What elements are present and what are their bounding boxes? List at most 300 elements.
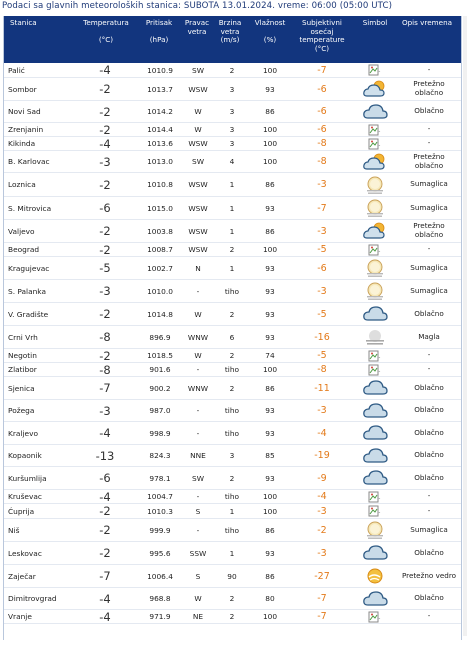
temperature-value: -8 [99,330,111,344]
temperature-value: -2 [99,307,111,321]
feels-like-value: -8 [317,364,327,375]
header-pressure-unit: (hPa) [149,35,169,45]
feels-like-value: -27 [314,570,330,582]
humidity-value: 93 [265,473,275,483]
wind-direction-value: WSW [188,226,208,236]
station-name: Kopaonik [8,451,42,460]
weather-description: Pretežno oblačno [413,221,445,239]
pressure-value: 896.9 [149,332,171,342]
humidity-value: 100 [262,139,278,148]
station-name: Zlatibor [8,365,37,374]
wind-speed-value: 1 [229,226,235,236]
humidity-value: 100 [262,125,278,134]
cloudy-icon [356,542,394,564]
wind-direction-value: WSW [188,180,208,189]
feels-like-value: -5 [317,350,327,361]
wind-speed-value: 3 [229,125,235,134]
humidity-value: 100 [262,65,278,75]
station-name: Valjevo [8,226,35,236]
cloudy-icon [356,467,394,489]
wind-direction-value: NNE [190,451,206,460]
weather-description: - [427,491,431,501]
wind-direction-value: WSW [188,203,208,213]
pressure-value: 1010.0 [147,286,173,296]
header-wind-speed [212,19,248,45]
feels-like-value: -3 [317,547,327,559]
broken-image-icon [356,137,394,150]
humidity-value: 100 [262,365,278,374]
table-row [4,220,461,243]
header-feels-like-label: Subjektivni osećaj temperature [299,18,345,45]
station-name: Niš [8,525,20,535]
wind-direction-value: S [195,506,201,516]
pressure-value: 987.0 [149,406,171,415]
wind-speed-value: 2 [229,612,235,621]
wind-direction-value: WSW [188,245,208,254]
page-title: Podaci sa glavnih meteoroloških stanica: SUBOTA 13.01.2024. vreme: 06:00 (05:00 UTC) [2,1,393,11]
wind-direction-value: W [194,309,202,319]
humidity-value: 85 [265,451,275,460]
temperature-value: -2 [99,122,111,137]
partly-cloudy-icon [356,151,394,172]
table-row [4,78,461,101]
pressure-value: 1013.0 [147,157,173,166]
pressure-value: 1010.3 [147,506,173,516]
wind-direction-value: W [194,594,202,603]
wind-speed-value: 2 [229,594,235,603]
feels-like-value: -9 [317,472,327,484]
cloudy-icon [356,303,394,325]
weather-description: - [427,350,431,360]
wind-speed-value: 3 [229,107,235,116]
header-feels-like [290,19,354,54]
pressure-value: 1002.7 [147,263,173,273]
wind-direction-value: WNW [187,332,209,342]
temperature-value: -2 [99,348,111,363]
weather-description: Oblačno [414,405,444,415]
table-row [4,542,461,565]
station-name: S. Palanka [8,286,46,296]
station-name: B. Karlovac [8,157,50,166]
pressure-value: 1013.6 [147,139,173,148]
pressure-value: 968.8 [149,594,171,603]
pressure-value: 1003.8 [147,226,173,236]
weather-description: Oblačno [414,593,444,603]
station-name: Ćuprija [8,506,35,516]
weather-description: Sumaglica [410,524,448,534]
feels-like-value: -4 [317,427,327,439]
pressure-value: 1010.9 [147,65,173,75]
header-pressure [135,19,183,45]
broken-image-icon [356,504,394,518]
wind-direction-value: SSW [189,548,207,558]
haze-icon [356,519,394,541]
svg-text:-: - [378,510,381,516]
wind-direction-value: - [196,525,200,535]
broken-image-icon [356,63,394,77]
header-temperature [80,19,132,45]
feels-like-value: -2 [317,524,327,536]
table-header [4,16,461,63]
header-temperature-unit: (°C) [98,35,114,45]
cloudy-icon [356,445,394,466]
wind-speed-value: 2 [229,309,235,319]
pressure-value: 995.6 [149,548,171,558]
header-station [10,19,70,28]
temperature-value: -4 [99,426,111,440]
table-row [4,123,461,137]
feels-like-value: -16 [314,331,330,343]
temperature-value: -6 [99,471,111,485]
station-name: Kruševac [8,492,42,501]
header-wind-direction-label: Pravac vetra [184,18,210,36]
temperature-value: -3 [99,403,111,418]
temperature-value: -2 [99,546,111,560]
station-name: Crni Vrh [8,332,38,342]
weather-description: Magla [418,331,440,341]
svg-text:-: - [378,142,381,149]
table-row [4,400,461,422]
broken-image-icon [356,123,394,136]
wind-speed-value: 2 [229,351,235,360]
feels-like-value: -6 [317,124,327,135]
table-row [4,565,461,588]
broken-image-icon [356,610,394,623]
humidity-value: 80 [265,594,275,603]
wind-speed-value: tiho [224,406,240,415]
humidity-value: 93 [265,263,275,273]
windy-sun-icon [356,565,394,587]
table-row [4,63,461,78]
temperature-value: -2 [99,523,111,537]
broken-image-icon [356,243,394,256]
feels-like-value: -3 [317,179,327,190]
weather-description: - [427,244,431,254]
station-name: Leskovac [8,548,42,558]
table-row [4,173,461,197]
pressure-value: 1014.4 [147,125,173,134]
header-description-label: Opis vremena [401,18,453,27]
station-name: Sjenica [8,383,35,393]
humidity-value: 93 [265,309,275,319]
table-row [4,422,461,445]
header-wind-speed-unit: (m/s) [220,35,240,45]
humidity-value: 93 [265,406,275,415]
temperature-value: -4 [99,489,111,504]
temperature-value: -4 [99,136,111,151]
feels-like-value: -7 [317,611,327,622]
temperature-value: -3 [99,154,111,169]
wind-speed-value: 1 [229,506,235,516]
pressure-value: 1004.7 [147,492,173,501]
feels-like-value: -6 [317,83,327,95]
wind-speed-value: 4 [229,157,235,166]
cloudy-icon [356,422,394,444]
table-row [4,326,461,349]
temperature-value: -13 [95,448,115,463]
pressure-value: 998.9 [149,428,171,438]
temperature-value: -2 [99,104,111,119]
humidity-value: 93 [265,203,275,213]
svg-text:-: - [378,69,381,75]
humidity-value: 100 [262,157,278,166]
cloudy-icon [356,101,394,122]
weather-description: Oblačno [414,382,444,392]
feels-like-value: -3 [317,405,327,416]
humidity-value: 93 [265,332,275,342]
svg-text:-: - [378,368,381,375]
table-row [4,280,461,303]
humidity-value: 100 [262,612,278,621]
wind-speed-value: 6 [229,332,235,342]
feels-like-value: -6 [317,262,327,274]
feels-like-value: -19 [314,450,330,461]
pressure-value: 1018.5 [147,351,173,360]
wind-direction-value: - [196,406,200,415]
header-station-label: Stanica [10,18,37,27]
temperature-value: -7 [99,381,111,395]
feels-like-value: -7 [317,593,327,604]
feels-like-value: -8 [317,156,327,167]
header-feels-like-unit: (°C) [314,44,330,54]
cloudy-icon [356,588,394,609]
station-name: Beograd [8,245,40,254]
temperature-value: -8 [99,362,111,377]
humidity-value: 86 [265,226,275,236]
wind-direction-value: - [196,492,200,501]
weather-description: - [427,364,431,374]
wind-direction-value: W [194,125,202,134]
haze-icon [356,173,394,196]
wind-direction-value: SW [192,65,204,75]
wind-speed-value: 3 [229,139,235,148]
broken-image-icon [356,490,394,503]
station-name: Požega [8,406,35,415]
weather-description: Pretežno oblačno [413,151,445,170]
weather-description: Sumaglica [410,202,448,212]
humidity-value: 93 [265,428,275,438]
pressure-value: 978.1 [149,473,171,483]
partly-cloudy-icon [356,78,394,100]
feels-like-value: -7 [317,64,327,76]
station-name: Loznica [8,180,36,189]
table-row [4,101,461,123]
fog-icon [356,326,394,348]
pressure-value: 1014.2 [147,107,173,116]
weather-description: - [427,64,431,74]
humidity-value: 86 [265,383,275,393]
humidity-value: 100 [262,245,278,254]
wind-direction-value: W [194,351,202,360]
humidity-value: 93 [265,84,275,94]
weather-description: - [427,505,431,515]
temperature-value: -2 [99,82,111,96]
wind-speed-value: tiho [224,286,240,296]
weather-description: Oblačno [414,472,444,482]
feels-like-value: -11 [314,382,330,394]
table-row [4,504,461,519]
station-name: Novi Sad [8,107,41,116]
wind-speed-value: 2 [229,473,235,483]
table-row [4,197,461,220]
header-symbol [354,19,396,28]
wind-speed-value: 1 [229,203,235,213]
table-row [4,363,461,377]
table-row [4,377,461,400]
humidity-value: 74 [265,351,275,360]
table-row [4,467,461,490]
temperature-value: -2 [99,224,111,238]
station-name: Dimitrovgrad [8,594,57,603]
humidity-value: 100 [262,492,278,501]
wind-speed-value: 1 [229,180,235,189]
feels-like-value: -4 [317,491,327,502]
haze-icon [356,280,394,302]
weather-description: Oblačno [414,450,444,460]
feels-like-value: -5 [317,308,327,320]
cloudy-icon [356,400,394,421]
pressure-value: 971.9 [149,612,171,621]
wind-direction-value: SW [192,157,204,166]
header-humidity-unit: (%) [263,35,277,45]
weather-description: Oblačno [414,427,444,437]
table-row [4,243,461,257]
table-row [4,588,461,610]
wind-direction-value: WSW [188,139,208,148]
wind-speed-value: 90 [227,571,237,581]
humidity-value: 93 [265,286,275,296]
wind-speed-value: tiho [224,428,240,438]
humidity-value: 93 [265,548,275,558]
header-humidity-label: Vlažnost [254,18,286,27]
humidity-value: 86 [265,107,275,116]
table-row [4,303,461,326]
feels-like-value: -3 [317,505,327,517]
temperature-value: -7 [99,569,111,583]
temperature-value: -2 [99,242,111,257]
wind-speed-value: 3 [229,451,235,460]
station-name: Kragujevac [8,263,50,273]
temperature-value: -3 [99,284,111,298]
cloudy-icon [356,377,394,399]
table-row [4,610,461,624]
svg-text:-: - [378,495,381,502]
weather-description: Pretežno vedro [401,570,457,580]
header-wind-speed-label: Brzina vetra [218,18,242,36]
weather-description: Oblačno [414,547,444,557]
table-row [4,137,461,151]
wind-speed-value: 2 [229,245,235,254]
svg-text:-: - [378,248,381,255]
wind-speed-value: 1 [229,548,235,558]
weather-description: - [427,138,431,148]
weather-description: Sumaglica [410,179,448,189]
wind-direction-value: W [194,107,202,116]
wind-speed-value: 2 [229,65,235,75]
station-name: Kuršumlija [8,473,47,483]
station-name: S. Mitrovica [8,203,52,213]
wind-direction-value: WSW [188,84,208,94]
pressure-value: 900.2 [149,383,171,393]
feels-like-value: -3 [317,225,327,237]
wind-direction-value: - [196,428,200,438]
table-row [4,151,461,173]
partly-cloudy-icon [356,220,394,242]
humidity-value: 86 [265,571,275,581]
pressure-value: 1006.4 [147,571,173,581]
temperature-value: -4 [99,63,111,77]
svg-text:-: - [378,128,381,135]
scrollbar[interactable] [463,16,467,636]
temperature-value: -5 [99,261,111,275]
wind-speed-value: tiho [224,365,240,374]
feels-like-value: -5 [317,244,327,255]
wind-direction-value: S [195,571,201,581]
wind-direction-value: NE [192,612,204,621]
station-name: Zrenjanin [8,125,44,134]
station-name: Kikinda [8,139,36,148]
header-temperature-label: Temperatura [83,18,129,27]
wind-speed-value: 1 [229,263,235,273]
weather-description: - [427,124,431,134]
weather-description: Pretežno oblačno [413,79,445,97]
feels-like-value: -6 [317,106,327,117]
wind-direction-value: N [195,263,201,273]
haze-icon [356,197,394,219]
weather-table [3,16,462,640]
table-row [4,257,461,280]
pressure-value: 1008.7 [147,245,173,254]
wind-direction-value: WNW [187,383,209,393]
table-row [4,490,461,504]
feels-like-value: -8 [317,138,327,149]
pressure-value: 824.3 [149,451,171,460]
weather-description: - [427,611,431,621]
header-wind-direction [182,19,212,36]
wind-speed-value: 2 [229,383,235,393]
feels-like-value: -7 [317,202,327,214]
temperature-value: -4 [99,609,111,624]
humidity-value: 86 [265,180,275,189]
wind-speed-value: tiho [224,525,240,535]
station-name: Kraljevo [8,428,38,438]
header-description [396,19,458,28]
humidity-value: 100 [262,506,278,516]
wind-direction-value: - [196,286,200,296]
weather-description: Sumaglica [410,262,448,272]
station-name: Negotin [8,351,37,360]
broken-image-icon [356,349,394,362]
weather-description: Oblačno [414,106,444,116]
wind-speed-value: tiho [224,492,240,501]
pressure-value: 1014.8 [147,309,173,319]
wind-direction-value: - [196,365,200,374]
pressure-value: 1013.7 [147,84,173,94]
header-symbol-label: Simbol [362,18,388,27]
pressure-value: 901.6 [149,365,171,374]
station-name: Sombor [8,84,37,94]
temperature-value: -6 [99,201,111,215]
wind-speed-value: 3 [229,84,235,94]
temperature-value: -4 [99,591,111,606]
table-row [4,349,461,363]
weather-description: Sumaglica [410,285,448,295]
weather-description: Oblačno [414,308,444,318]
station-name: Zaječar [8,571,36,581]
station-name: Palić [8,65,25,75]
table-row [4,445,461,467]
temperature-value: -2 [99,177,111,192]
